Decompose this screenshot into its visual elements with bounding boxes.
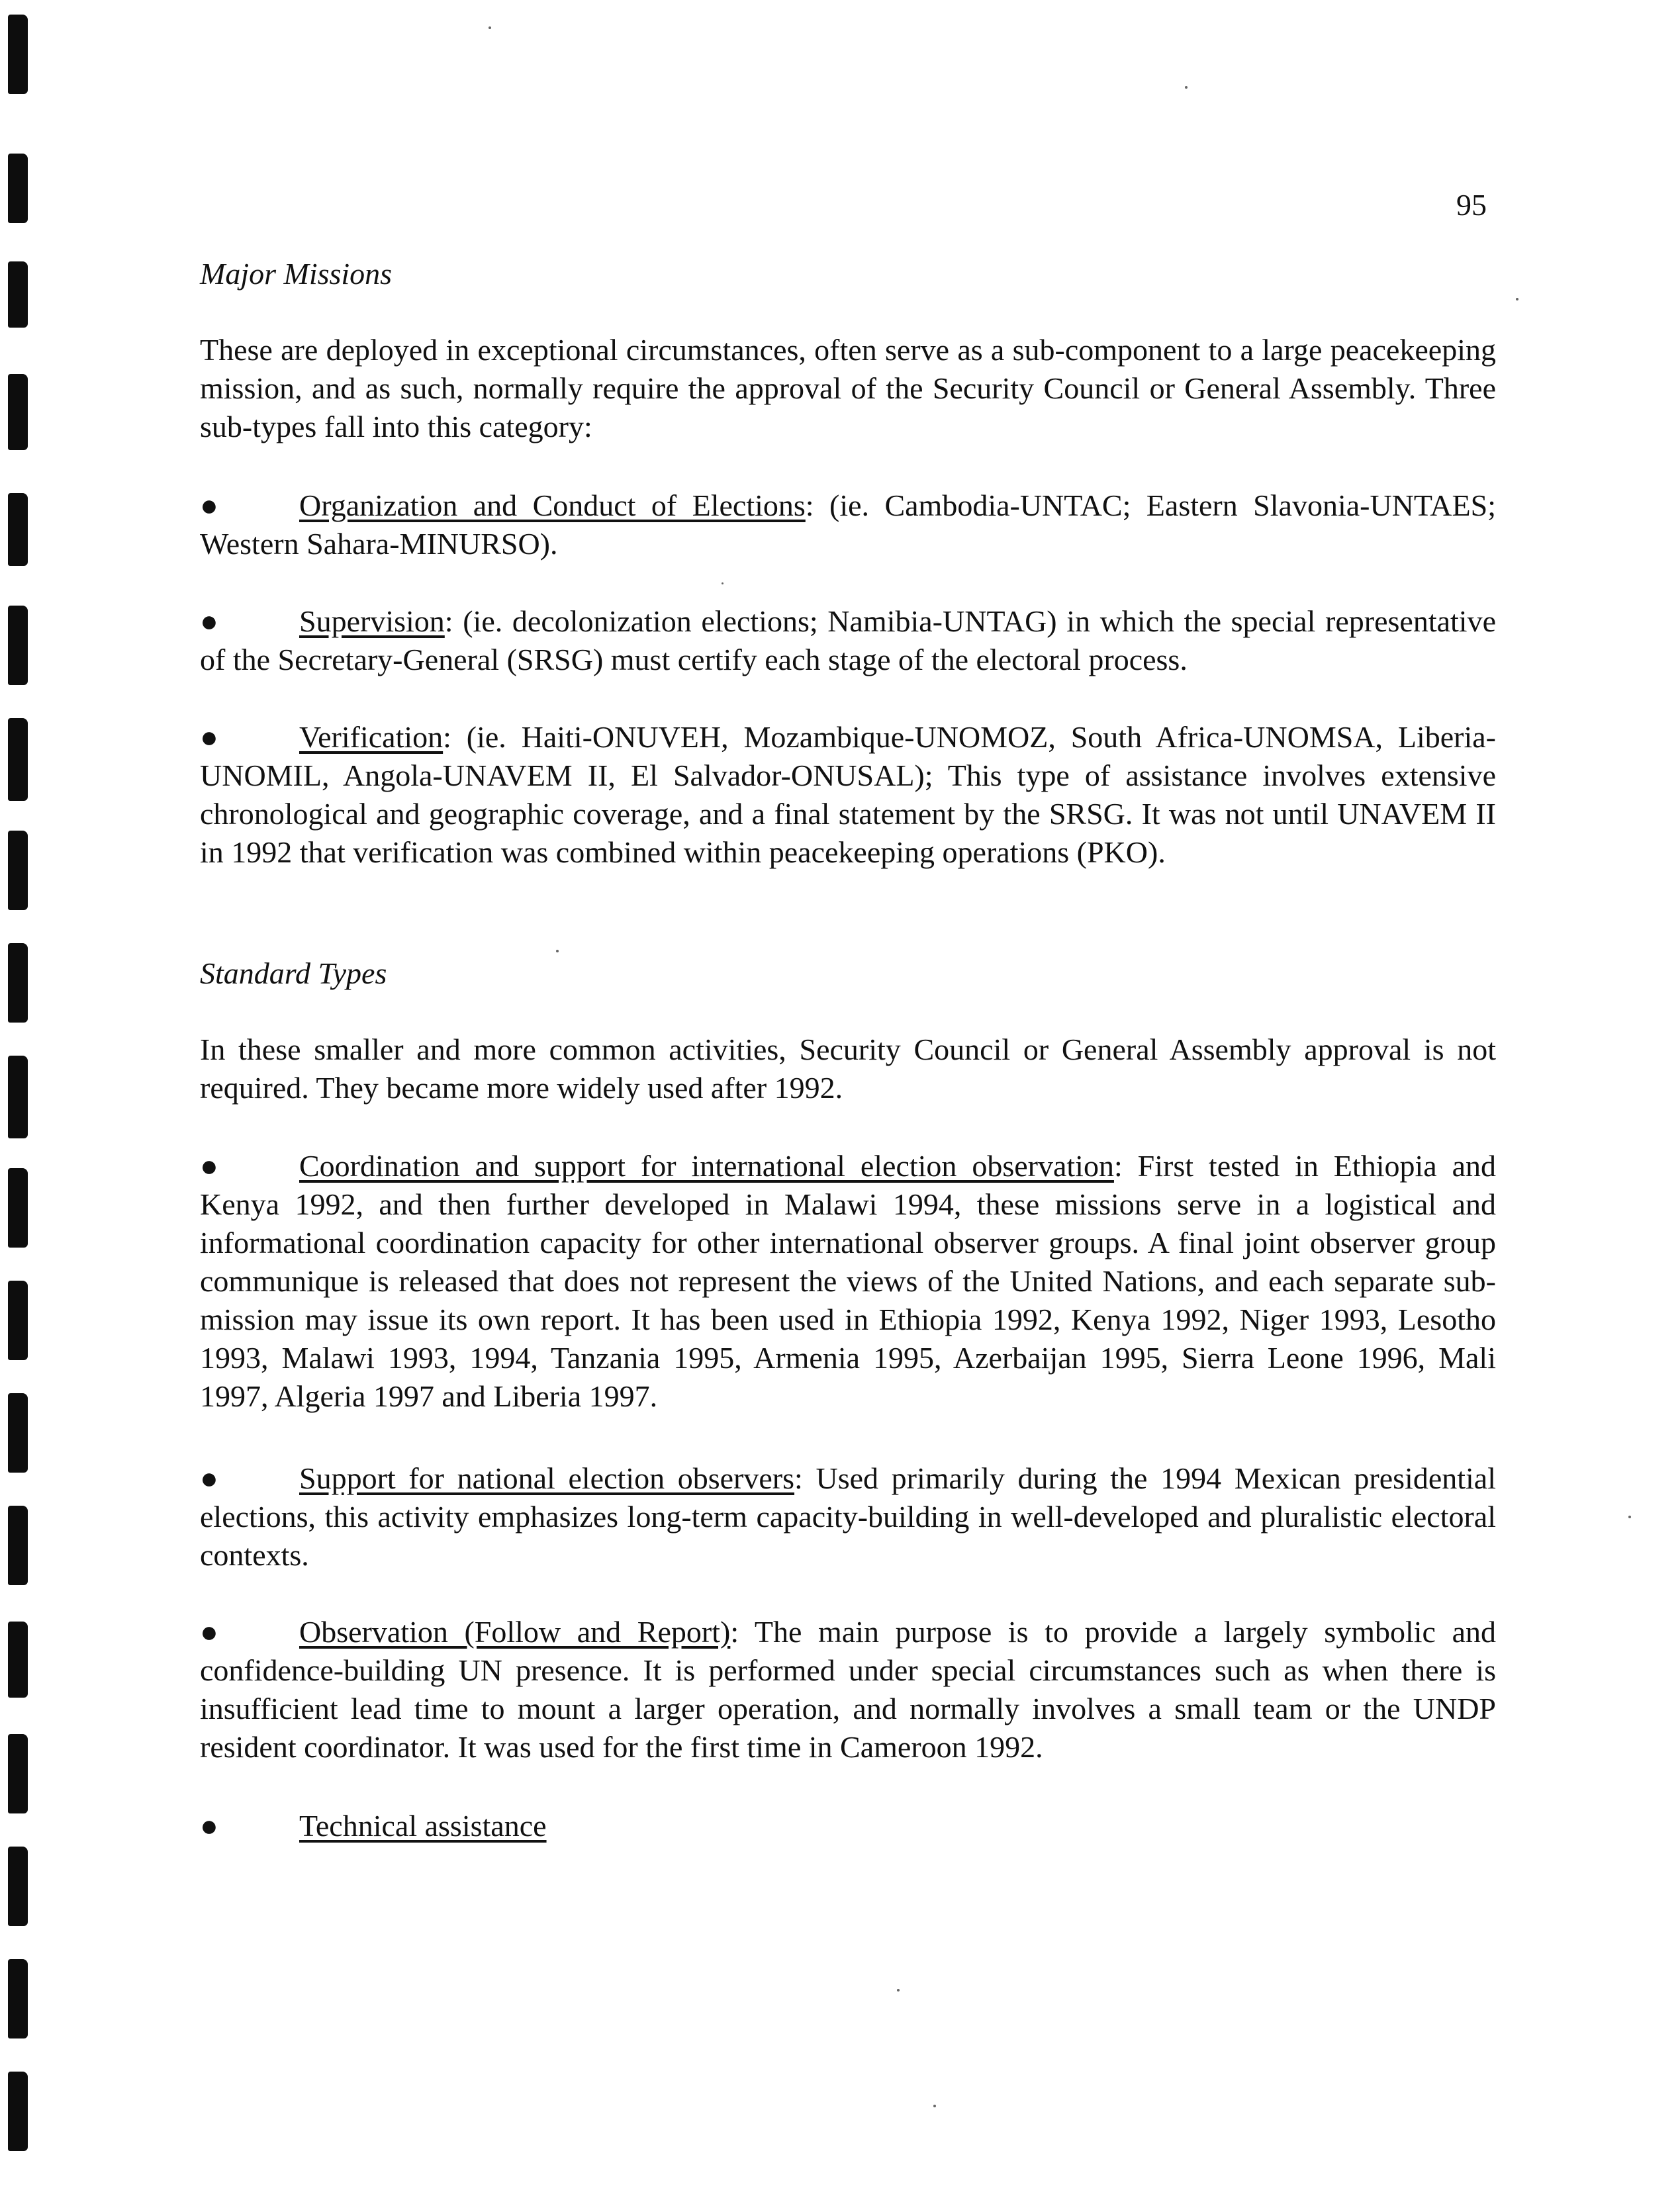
list-item-text: : (ie. Haiti-ONUVEH, Mozambique-UNOMOZ, South Africa-UNOMSA, Liberia-UNOMIL, Angola-UNAVEM II, El Salvador-ONUSAL); This type of assistance involves extensive chronological and geographic coverage, and a final statement by the SRSG. It was not until UNAVEM II in 1992 that verification was combined within peacekeeping operations (PKO). [200, 720, 1496, 869]
binder-hole [8, 15, 28, 94]
list-item-term: Supervision [299, 604, 445, 638]
bullet-icon: ● [200, 1149, 218, 1183]
binder-hole [8, 718, 28, 801]
binder-hole [8, 261, 28, 328]
list-item [200, 1807, 1496, 1845]
bullet-icon: ● [200, 1809, 218, 1843]
scan-speck [1516, 298, 1518, 300]
binder-hole [8, 943, 28, 1023]
binder-hole [8, 374, 28, 450]
scan-speck [556, 950, 559, 952]
paragraph: In these smaller and more common activities, Security Council or General Assembly approval is not required. They became more widely used after 1992. [200, 1032, 1496, 1105]
binder-holes [0, 0, 79, 2198]
binder-hole [8, 1622, 28, 1698]
list-item-text: : Used primarily during the 1994 Mexican presidential elections, this activity emphasizes long-term capacity-building in well-developed and pluralistic electoral contexts. [200, 1461, 1496, 1572]
bullet-icon: ● [200, 1615, 218, 1649]
binder-hole [8, 1056, 28, 1138]
binder-hole [8, 493, 28, 566]
scan-speck [1628, 1516, 1631, 1518]
list-item [200, 1613, 1496, 1766]
scan-speck [489, 26, 491, 29]
scan-speck [897, 1989, 900, 1992]
binder-hole [8, 1506, 28, 1585]
binder-hole [8, 1734, 28, 1813]
section-major-missions [200, 255, 1496, 293]
scan-speck [1185, 86, 1188, 89]
bullet-icon: ● [200, 720, 218, 754]
bullet-icon: ● [200, 488, 218, 522]
list-item-term: Technical assistance [299, 1809, 547, 1843]
binder-hole [8, 1168, 28, 1248]
scan-speck [722, 582, 723, 584]
bullet-icon: ● [200, 604, 218, 638]
bullet-icon: ● [200, 1461, 218, 1495]
section-standard-types [200, 955, 1496, 992]
list-item [200, 602, 1496, 679]
section-heading: Major Missions [200, 257, 393, 291]
binder-hole [8, 154, 28, 223]
section-intro [200, 331, 1496, 446]
binder-hole [8, 831, 28, 910]
binder-hole [8, 1393, 28, 1473]
list-item-term: Verification [299, 720, 443, 754]
paragraph: These are deployed in exceptional circumstances, often serve as a sub-component to a large peacekeeping mission, and as such, normally require the approval of the Security Council or General Assembly. Three sub-types fall into this category: [200, 333, 1496, 443]
list-item [200, 1147, 1496, 1416]
section-heading: Standard Types [200, 956, 387, 990]
list-item-text: : (ie. decolonization elections; Namibia-UNTAG) in which the special representative of the Secretary-General (SRSG) must certify each stage of the electoral process. [200, 604, 1496, 676]
list-item-term: Observation (Follow and Report) [299, 1615, 731, 1649]
binder-hole [8, 2072, 28, 2151]
list-item-term: Support for national election observers [299, 1461, 795, 1495]
section-intro [200, 1030, 1496, 1107]
list-item-term: Organization and Conduct of Elections [299, 488, 806, 522]
binder-hole [8, 1959, 28, 2038]
binder-hole [8, 1847, 28, 1926]
binder-hole [8, 1281, 28, 1360]
list-item-text: : First tested in Ethiopia and Kenya 1992, and then further developed in Malawi 1994, these missions serve in a logistical and informational coordination capacity for other international observer groups. A final joint observer group communique is released that does not represent the views of the United Nations, and each separate sub-mission may issue its own report. It has been used in Ethiopia 1992, Kenya 1992, Niger 1993, Lesotho 1993, Malawi 1993, 1994, Tanzania 1995, Armenia 1995, Azerbaijan 1995, Sierra Leone 1996, Mali 1997, Algeria 1997 and Liberia 1997. [200, 1149, 1496, 1413]
page-number: 95 [1456, 188, 1487, 222]
list-item [200, 1459, 1496, 1575]
list-item-text: : (ie. Cambodia-UNTAC; Eastern Slavonia-UNTAES; Western Sahara-MINURSO). [200, 488, 1496, 561]
list-item-term: Coordination and support for international election observation [299, 1149, 1114, 1183]
list-item [200, 486, 1496, 563]
list-item [200, 718, 1496, 872]
binder-hole [8, 606, 28, 685]
list-item-text: : The main purpose is to provide a largely symbolic and confidence-building UN presence. It is performed under special circumstances such as when there is insufficient lead time to mount a larger operation, and normally involves a small team or the UNDP resident coordinator. It was used for the first time in Cameroon 1992. [200, 1615, 1496, 1764]
scan-speck [933, 2105, 936, 2107]
